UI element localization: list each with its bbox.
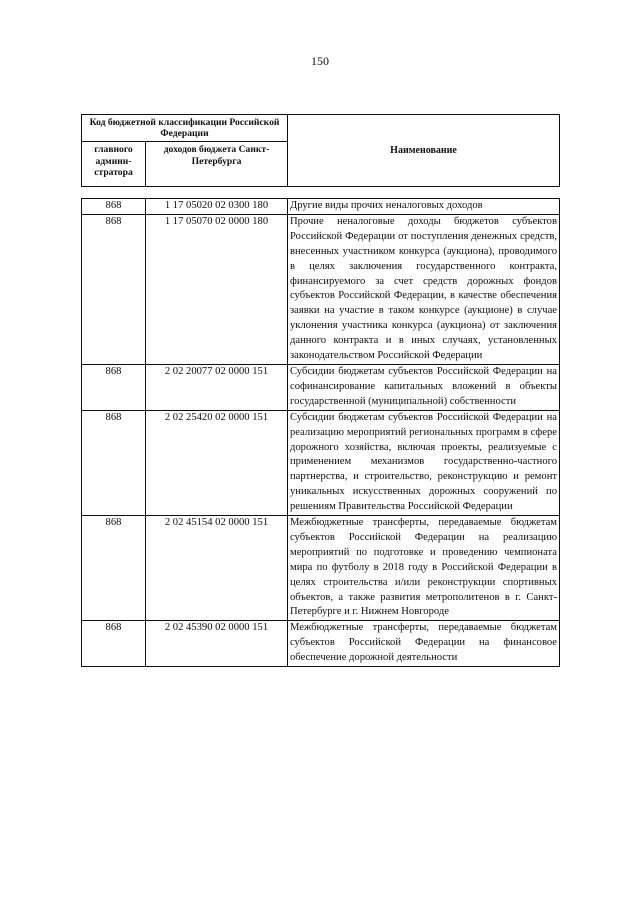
- revenue-code-column-header: доходов бюджета Санкт-Петербурга: [146, 142, 288, 187]
- budget-classification-header: Код бюджетной классификации Российской Федерации: [82, 115, 288, 142]
- admin-code-cell: 868: [82, 199, 146, 215]
- name-cell: Межбюджетные трансферты, передаваемые бюджетам субъектов Российской Федерации на финансовое обеспечение дорожной деятельности: [288, 621, 560, 667]
- name-column-header: Наименование: [288, 115, 560, 187]
- table-row: [82, 199, 560, 215]
- admin-code-cell: 868: [82, 364, 146, 410]
- revenue-code-cell: 2 02 20077 02 0000 151: [146, 364, 288, 410]
- page-number: 150: [311, 54, 329, 68]
- table-row: [82, 214, 560, 364]
- admin-code-cell: 868: [82, 214, 146, 364]
- table-row: [82, 364, 560, 410]
- revenue-code-cell: 1 17 05020 02 0300 180: [146, 199, 288, 215]
- name-cell: Субсидии бюджетам субъектов Российской Федерации на реализацию мероприятий региональных программ в сфере дорожного хозяйства, включая проекты, реализуемые с применением механизмов государственно-частного партнерства, и строительство, реконструкцию и ремонт уникальных искусственных дорожных сооружений по решениям Правительства Российской Федерации: [288, 410, 560, 515]
- revenue-code-cell: 2 02 45154 02 0000 151: [146, 516, 288, 621]
- revenue-code-cell: 2 02 45390 02 0000 151: [146, 621, 288, 667]
- name-cell: Субсидии бюджетам субъектов Российской Федерации на софинансирование капитальных вложений в объекты государственной (муниципальной) собственности: [288, 364, 560, 410]
- revenue-code-cell: 1 17 05070 02 0000 180: [146, 214, 288, 364]
- table-row: [82, 516, 560, 621]
- admin-column-header: главного админи-стратора: [82, 142, 146, 187]
- admin-code-cell: 868: [82, 516, 146, 621]
- budget-codes-table: [81, 198, 560, 667]
- admin-code-cell: 868: [82, 621, 146, 667]
- admin-code-cell: 868: [82, 410, 146, 515]
- table-row: [82, 410, 560, 515]
- table-header: [81, 114, 560, 187]
- table-row: [82, 621, 560, 667]
- revenue-code-cell: 2 02 25420 02 0000 151: [146, 410, 288, 515]
- name-cell: Другие виды прочих неналоговых доходов: [288, 199, 560, 215]
- name-cell: Межбюджетные трансферты, передаваемые бюджетам субъектов Российской Федерации на реализацию мероприятий по подготовке и проведению чемпионата мира по футболу в 2018 году в Российской Федерации в целях строительства и/или реконструкции спортивных объектов, а также развития метрополитенов в г. Санкт-Петербурге и г. Нижнем Новгороде: [288, 516, 560, 621]
- name-cell: Прочие неналоговые доходы бюджетов субъектов Российской Федерации от поступления денежных средств, внесенных участником конкурса (аукциона), проводимого в целях заключения государственного контракта, финансируемого за счет средств дорожных фондов субъектов Российской Федерации, в качестве обеспечения заявки на участие в таком конкурсе (аукционе) в случае уклонения участника конкурса (аукциона) от заключения данного контракта и в иных случаях, установленных законодательством Российской Федерации: [288, 214, 560, 364]
